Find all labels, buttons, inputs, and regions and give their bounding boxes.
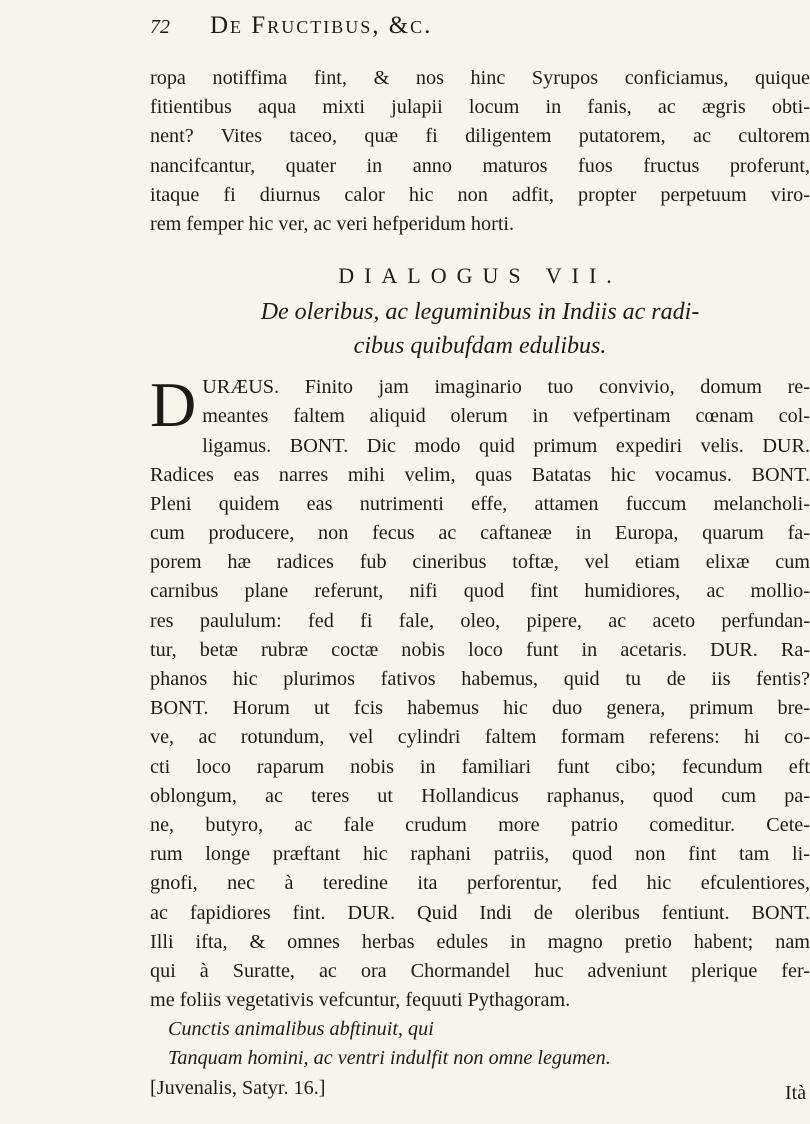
text-line: nancifcantur, quater in anno maturos fuos fructus proferunt, bbox=[150, 154, 810, 177]
text-block bbox=[150, 64, 810, 1103]
text-line: itaque fi diurnus calor hic non adfit, propter perpetuum viro- bbox=[150, 183, 810, 206]
text-line: res paululum: fed fi fale, oleo, pipere, ac aceto perfundan- bbox=[150, 609, 810, 632]
dialogue-heading: DIALOGUS VII. bbox=[338, 263, 622, 289]
text-line: ve, ac rotundum, vel cylindri faltem formam referens: hi co- bbox=[150, 726, 810, 749]
text-line: cti loco raparum nobis in familiari funt cibo; fecundum eft bbox=[150, 755, 810, 778]
text-line: rem femper hic ver, ac veri hefperidum horti. bbox=[150, 212, 515, 235]
text-line: ac fapidiores fint. DUR. Quid Indi de oleribus fentiunt. BONT. bbox=[150, 901, 810, 924]
text-line: URÆUS. Finito jam imaginario tuo convivio, domum re- bbox=[202, 376, 810, 399]
text-line: ne, butyro, ac fale crudum more patrio comeditur. Cete- bbox=[150, 813, 810, 836]
text-line: BONT. Horum ut fcis habemus hic duo genera, primum bre- bbox=[150, 697, 810, 720]
quote-citation: [Juvenalis, Satyr. 16.] bbox=[150, 1076, 326, 1099]
text-line: ropa notiffima fint, & nos hinc Syrupos conficiamus, quique bbox=[150, 67, 810, 89]
page-header bbox=[150, 12, 810, 48]
text-line: Radices eas narres mihi velim, quas Batatas hic vocamus. BONT. bbox=[150, 463, 810, 486]
subtitle-line: cibus quibufdam edulibus. bbox=[353, 333, 607, 360]
subtitle-line: De oleribus, ac leguminibus in Indiis ac radi- bbox=[260, 299, 700, 326]
text-line: Pleni quidem eas nutrimenti effe, attamen fuccum melancholi- bbox=[150, 492, 810, 515]
text-line: gnofi, nec à teredine ita perforentur, fed hic efculentiores, bbox=[150, 872, 810, 895]
running-title: De Fructibus, &c. bbox=[210, 12, 433, 39]
text-line: cum producere, non fecus ac caftaneæ in Europa, quarum fa- bbox=[150, 522, 810, 545]
text-line: fitientibus aqua mixti julapii locum in fanis, ac ægris obti- bbox=[150, 96, 810, 119]
text-line: qui à Suratte, ac ora Chormandel huc adveniunt plerique fer- bbox=[150, 959, 810, 982]
text-line: ligamus. BONT. Dic modo quid primum expediri velis. DUR. bbox=[202, 434, 810, 457]
chapter-subtitle bbox=[150, 295, 810, 363]
text-line: phanos hic plurimos fativos habemus, quid tu de iis fentis? bbox=[150, 668, 810, 690]
verse-quote bbox=[150, 1015, 810, 1103]
intro-paragraph bbox=[150, 64, 810, 239]
text-line: carnibus plane referunt, nifi quod fint humidiores, ac mollio- bbox=[150, 580, 810, 603]
drop-cap: D bbox=[150, 369, 197, 441]
text-line: meantes faltem aliquid olerum in vefpertinam cœnam col- bbox=[202, 405, 810, 428]
text-line: porem hæ radices fub cineribus toftæ, vel etiam elixæ cum bbox=[150, 551, 810, 574]
quote-line: Cunctis animalibus abftinuit, qui bbox=[168, 1018, 434, 1041]
text-line: me foliis vegetativis vefcuntur, fequuti Pythagoram. bbox=[150, 989, 571, 1012]
page-number: 72 bbox=[150, 16, 170, 38]
catchword: Ità bbox=[785, 1082, 807, 1104]
quote-line: Tanquam homini, ac ventri indulfit non omne legumen. bbox=[168, 1047, 611, 1070]
text-line: tur, betæ rubræ coctæ nobis loco funt in acetaris. DUR. Ra- bbox=[150, 638, 810, 661]
dialogue-body bbox=[150, 369, 810, 1015]
text-line: nent? Vites taceo, quæ fi diligentem putatorem, ac cultorem bbox=[150, 125, 810, 148]
text-line: rum longe præftant hic raphani patriis, quod non fint tam li- bbox=[150, 843, 810, 866]
text-line: Illi ifta, & omnes herbas edules in magno pretio habent; nam bbox=[150, 930, 810, 953]
text-line: oblongum, ac teres ut Hollandicus raphanus, quod cum pa- bbox=[150, 784, 810, 807]
